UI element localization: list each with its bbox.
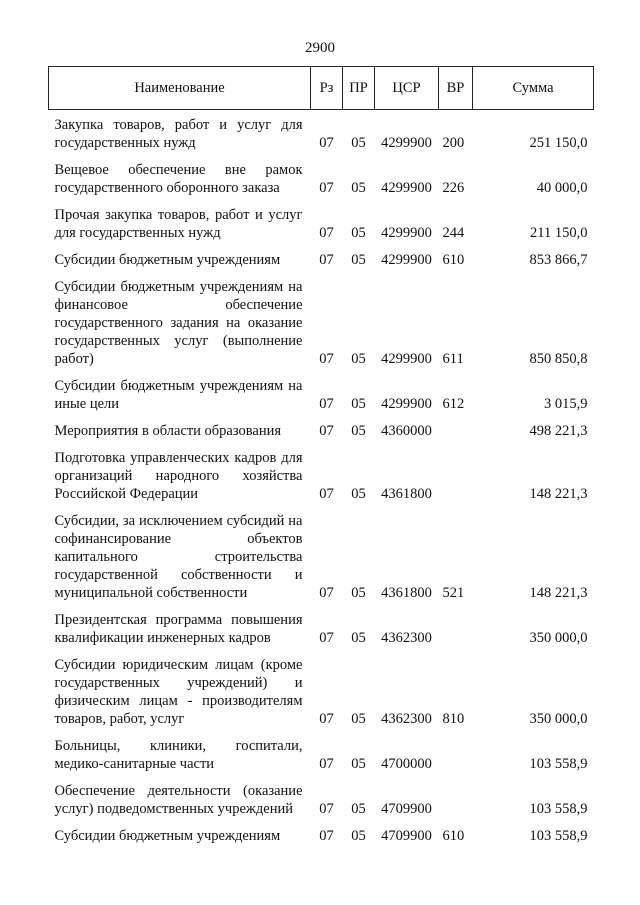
table-row [49, 440, 594, 503]
header-name: Наименование [49, 67, 311, 110]
page-number: 2900 [305, 40, 335, 56]
row-csr: 4299900 [381, 135, 432, 151]
row-pr: 05 [351, 711, 366, 727]
row-name: Субсидии бюджетным учреждениям на иные цели [54, 378, 303, 412]
row-sum: 350 000,0 [529, 711, 588, 727]
row-csr: 4361800 [381, 585, 432, 601]
row-name: Субсидии, за исключением субсидий на софинансирование объектов капитального строительства государственной собственности и муниципальной собственности [54, 513, 303, 601]
row-vr: 244 [442, 225, 465, 241]
table-row [49, 269, 594, 368]
row-pr: 05 [351, 225, 366, 241]
row-sum: 498 221,3 [529, 423, 588, 439]
row-pr: 05 [351, 756, 366, 772]
row-rz: 07 [319, 423, 334, 439]
table-row [49, 773, 594, 818]
row-csr: 4299900 [381, 351, 432, 367]
row-vr: 611 [442, 351, 464, 367]
row-name: Субсидии бюджетным учреждениям [54, 828, 281, 844]
row-sum: 350 000,0 [529, 630, 588, 646]
row-rz: 07 [319, 180, 334, 196]
row-name: Прочая закупка товаров, работ и услуг для государственных нужд [54, 207, 303, 241]
row-name: Больницы, клиники, госпитали, медико-санитарные части [54, 738, 303, 772]
row-rz: 07 [319, 252, 334, 268]
row-pr: 05 [351, 585, 366, 601]
row-rz: 07 [319, 486, 334, 502]
row-pr: 05 [351, 423, 366, 439]
row-sum: 148 221,3 [529, 486, 588, 502]
row-pr: 05 [351, 135, 366, 151]
row-rz: 07 [319, 225, 334, 241]
row-csr: 4362300 [381, 630, 432, 646]
row-rz: 07 [319, 135, 334, 151]
header-csr: ЦСР [375, 67, 439, 110]
table-row [49, 152, 594, 197]
header-sum: Сумма [473, 67, 594, 110]
row-vr [439, 728, 473, 773]
row-vr: 610 [442, 252, 465, 268]
table-row [49, 602, 594, 647]
row-pr: 05 [351, 351, 366, 367]
row-csr: 4299900 [381, 252, 432, 268]
row-csr: 4299900 [381, 396, 432, 412]
header-rz: Рз [311, 67, 343, 110]
row-name: Субсидии бюджетным учреждениям [54, 252, 281, 268]
table-row [49, 242, 594, 269]
row-vr [439, 602, 473, 647]
row-sum: 103 558,9 [529, 801, 588, 817]
row-rz: 07 [319, 630, 334, 646]
header-pr: ПР [343, 67, 375, 110]
header-vr: ВР [439, 67, 473, 110]
table-row [49, 368, 594, 413]
row-csr: 4700000 [381, 756, 432, 772]
row-pr: 05 [351, 180, 366, 196]
row-vr: 610 [442, 828, 465, 844]
row-sum: 103 558,9 [529, 828, 588, 844]
row-name: Мероприятия в области образования [54, 423, 282, 439]
table-row [49, 197, 594, 242]
row-sum: 148 221,3 [529, 585, 588, 601]
row-csr: 4362300 [381, 711, 432, 727]
row-sum: 853 866,7 [529, 252, 588, 268]
row-vr: 521 [442, 585, 465, 601]
row-csr: 4299900 [381, 180, 432, 196]
row-vr: 200 [442, 135, 465, 151]
row-rz: 07 [319, 711, 334, 727]
row-name: Президентская программа повышения квалификации инженерных кадров [54, 612, 303, 646]
row-name: Субсидии бюджетным учреждениям на финансовое обеспечение государственного задания на оказание государственных услуг (выполнение работ) [54, 279, 303, 367]
row-pr: 05 [351, 396, 366, 412]
table-header [49, 67, 594, 110]
row-pr: 05 [351, 801, 366, 817]
row-vr [439, 413, 473, 440]
row-vr: 226 [442, 180, 465, 196]
row-name: Подготовка управленческих кадров для организаций народного хозяйства Российской Федерации [54, 450, 303, 502]
row-sum: 40 000,0 [536, 180, 588, 196]
row-name: Вещевое обеспечение вне рамок государственного оборонного заказа [54, 162, 303, 196]
row-sum: 103 558,9 [529, 756, 588, 772]
table-row [49, 818, 594, 845]
row-pr: 05 [351, 486, 366, 502]
row-csr: 4361800 [381, 486, 432, 502]
row-vr [439, 440, 473, 503]
table-row [49, 413, 594, 440]
row-name: Закупка товаров, работ и услуг для государственных нужд [54, 117, 303, 151]
row-rz: 07 [319, 801, 334, 817]
row-pr: 05 [351, 630, 366, 646]
row-rz: 07 [319, 351, 334, 367]
row-csr: 4709900 [381, 801, 432, 817]
row-rz: 07 [319, 396, 334, 412]
row-csr: 4360000 [381, 423, 432, 439]
row-rz: 07 [319, 828, 334, 844]
row-sum: 3 015,9 [544, 396, 588, 412]
table-row [49, 110, 594, 153]
row-sum: 251 150,0 [529, 135, 588, 151]
row-sum: 211 150,0 [530, 225, 588, 241]
row-rz: 07 [319, 585, 334, 601]
row-sum: 850 850,8 [529, 351, 588, 367]
row-pr: 05 [351, 828, 366, 844]
row-vr: 612 [442, 396, 465, 412]
row-vr [439, 773, 473, 818]
row-vr: 810 [442, 711, 465, 727]
table-body [49, 110, 594, 846]
row-csr: 4299900 [381, 225, 432, 241]
table-row [49, 647, 594, 728]
row-name: Субсидии юридическим лицам (кроме государственных учреждений) и физическим лицам - производителям товаров, работ, услуг [54, 657, 303, 727]
table-row [49, 728, 594, 773]
table-row [49, 503, 594, 602]
row-pr: 05 [351, 252, 366, 268]
budget-table [48, 66, 594, 845]
row-name: Обеспечение деятельности (оказание услуг) подведомственных учреждений [54, 783, 303, 817]
row-rz: 07 [319, 756, 334, 772]
row-csr: 4709900 [381, 828, 432, 844]
